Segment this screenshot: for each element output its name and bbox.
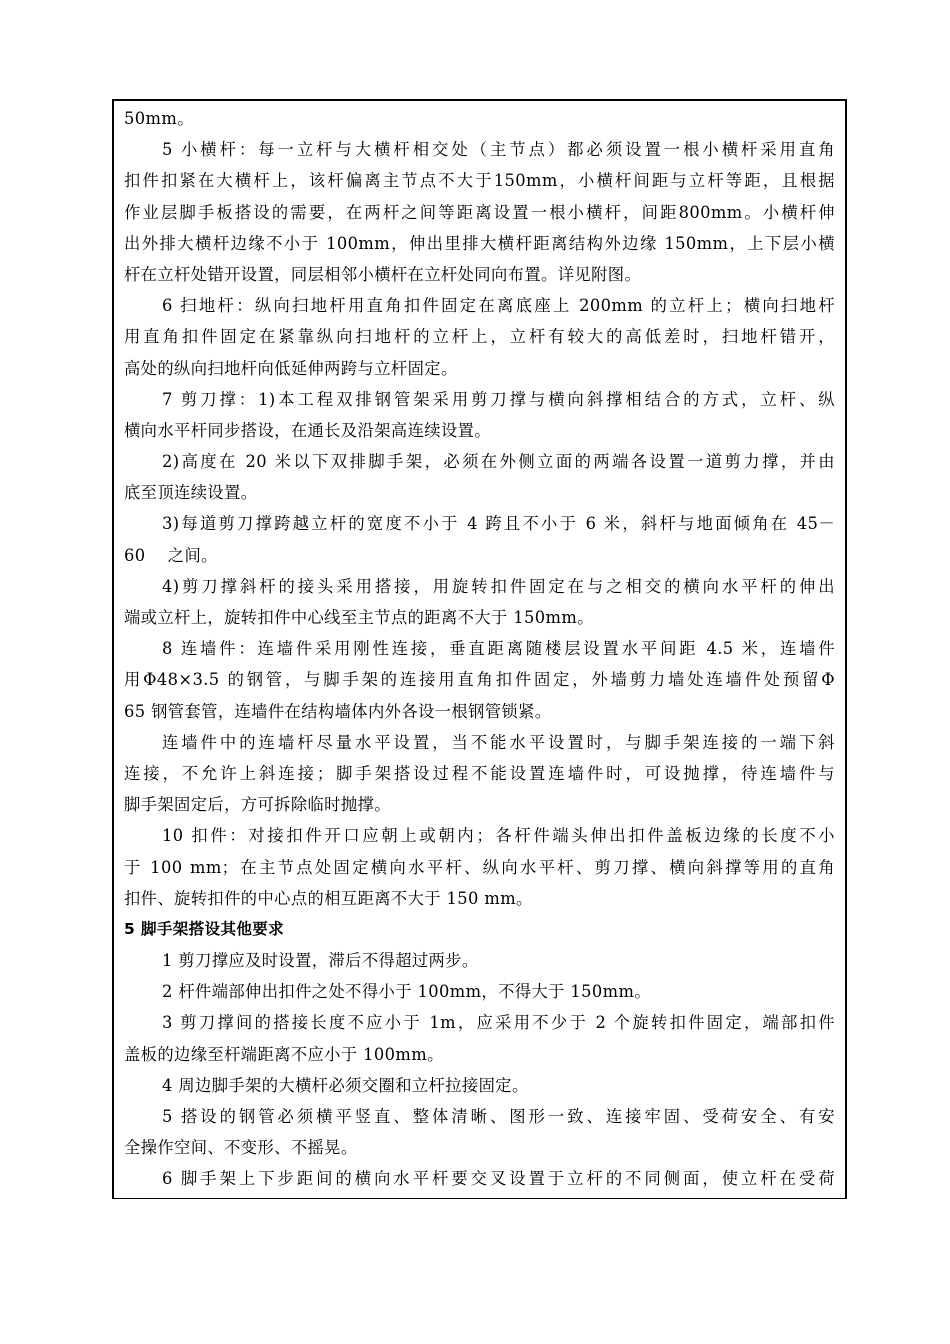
document-frame	[112, 99, 847, 1199]
text-line: 作业层脚手板搭设的需要，在两杆之间等距离设置一根小横杆，间距800mm。小横杆伸	[124, 202, 835, 222]
section-heading: 5 脚手架搭设其他要求	[124, 919, 285, 938]
text-line: 全操作空间、不变形、不摇晃。	[124, 1138, 358, 1158]
text-line: 盖板的边缘至杆端距离不应小于 100mm。	[124, 1044, 444, 1064]
text-line: 3)每道剪刀撑跨越立杆的宽度不小于 4 跨且不小于 6 米，斜杆与地面倾角在 45－	[162, 514, 835, 534]
text-line: 扣件、旋转扣件的中心点的相互距离不大于 150 mm。	[124, 888, 533, 908]
text-line: 于 100 mm；在主节点处固定横向水平杆、纵向水平杆、剪刀撑、横向斜撑等用的直角	[124, 857, 835, 877]
text-line: 8 连墙件：连墙件采用刚性连接，垂直距离随楼层设置水平间距 4.5 米，连墙件	[162, 639, 835, 659]
text-line: 3 剪刀撑间的搭接长度不应小于 1m，应采用不少于 2 个旋转扣件固定，端部扣件	[162, 1013, 835, 1033]
text-line: 50mm。	[124, 109, 194, 128]
text-line: 5 小横杆：每一立杆与大横杆相交处（主节点）都必须设置一根小横杆采用直角	[162, 140, 835, 160]
text-line: 10 扣件：对接扣件开口应朝上或朝内；各杆件端头伸出扣件盖板边缘的长度不小	[162, 826, 835, 846]
text-line: 杆在立杆处错开设置，同层相邻小横杆在立杆处同向布置。详见附图。	[124, 264, 642, 284]
text-line: 高处的纵向扫地杆向低延伸两跨与立杆固定。	[124, 358, 458, 378]
text-line: 5 搭设的钢管必须横平竖直、整体清晰、图形一致、连接牢固、受荷安全、有安	[162, 1107, 835, 1126]
text-line: 用Φ48×3.5 的钢管，与脚手架的连接用直角扣件固定，外墙剪力墙处连墙件处预留Φ	[124, 670, 835, 690]
text-line: 出外排大横杆边缘不小于 100mm，伸出里排大横杆距离结构外边缘 150mm，上下层小横	[124, 233, 835, 253]
text-line: 连墙件中的连墙杆尽量水平设置，当不能水平设置时，与脚手架连接的一端下斜	[162, 732, 835, 752]
text-line: 6 脚手架上下步距间的横向水平杆要交叉设置于立杆的不同侧面，使立杆在受荷	[162, 1169, 835, 1189]
text-line: 1 剪刀撑应及时设置，滞后不得超过两步。	[162, 951, 479, 971]
text-line: 脚手架固定后，方可拆除临时抛撑。	[124, 795, 391, 815]
text-line: 连接，不允许上斜连接；脚手架搭设过程不能设置连墙件时，可设抛撑，待连墙件与	[124, 763, 835, 783]
text-line: 65 钢管套管，连墙件在结构墙体内外各设一根钢管锁紧。	[124, 701, 552, 721]
text-line: 7 剪刀撑：1)本工程双排钢管架采用剪刀撑与横向斜撑相结合的方式，立杆、纵	[162, 389, 835, 409]
text-line: 横向水平杆同步搭设，在通长及沿架高连续设置。	[124, 420, 491, 440]
text-line: 用直角扣件固定在紧靠纵向扫地杆的立杆上，立杆有较大的高低差时，扫地杆错开，	[124, 327, 835, 347]
text-line: 6 扫地杆：纵向扫地杆用直角扣件固定在离底座上 200mm 的立杆上；横向扫地杆	[162, 296, 835, 316]
text-line: 2 杆件端部伸出扣件之处不得小于 100mm，不得大于 150mm。	[162, 982, 652, 1002]
text-line: 端或立杆上，旋转扣件中心线至主节点的距离不大于 150mm。	[124, 608, 594, 627]
text-line: 4)剪刀撑斜杆的接头采用搭接，用旋转扣件固定在与之相交的横向水平杆的伸出	[162, 576, 835, 596]
text-line: 4 周边脚手架的大横杆必须交圈和立杆拉接固定。	[162, 1075, 529, 1095]
text-line: 扣件扣紧在大横杆上，该杆偏离主节点不大于150mm，小横杆间距与立杆等距，且根据	[124, 171, 835, 191]
text-line: 60 之间。	[124, 545, 218, 565]
document-body	[114, 101, 845, 1195]
text-line: 2)高度在 20 米以下双排脚手架，必须在外侧立面的两端各设置一道剪力撑，并由	[162, 452, 835, 472]
text-line: 底至顶连续设置。	[124, 483, 258, 503]
